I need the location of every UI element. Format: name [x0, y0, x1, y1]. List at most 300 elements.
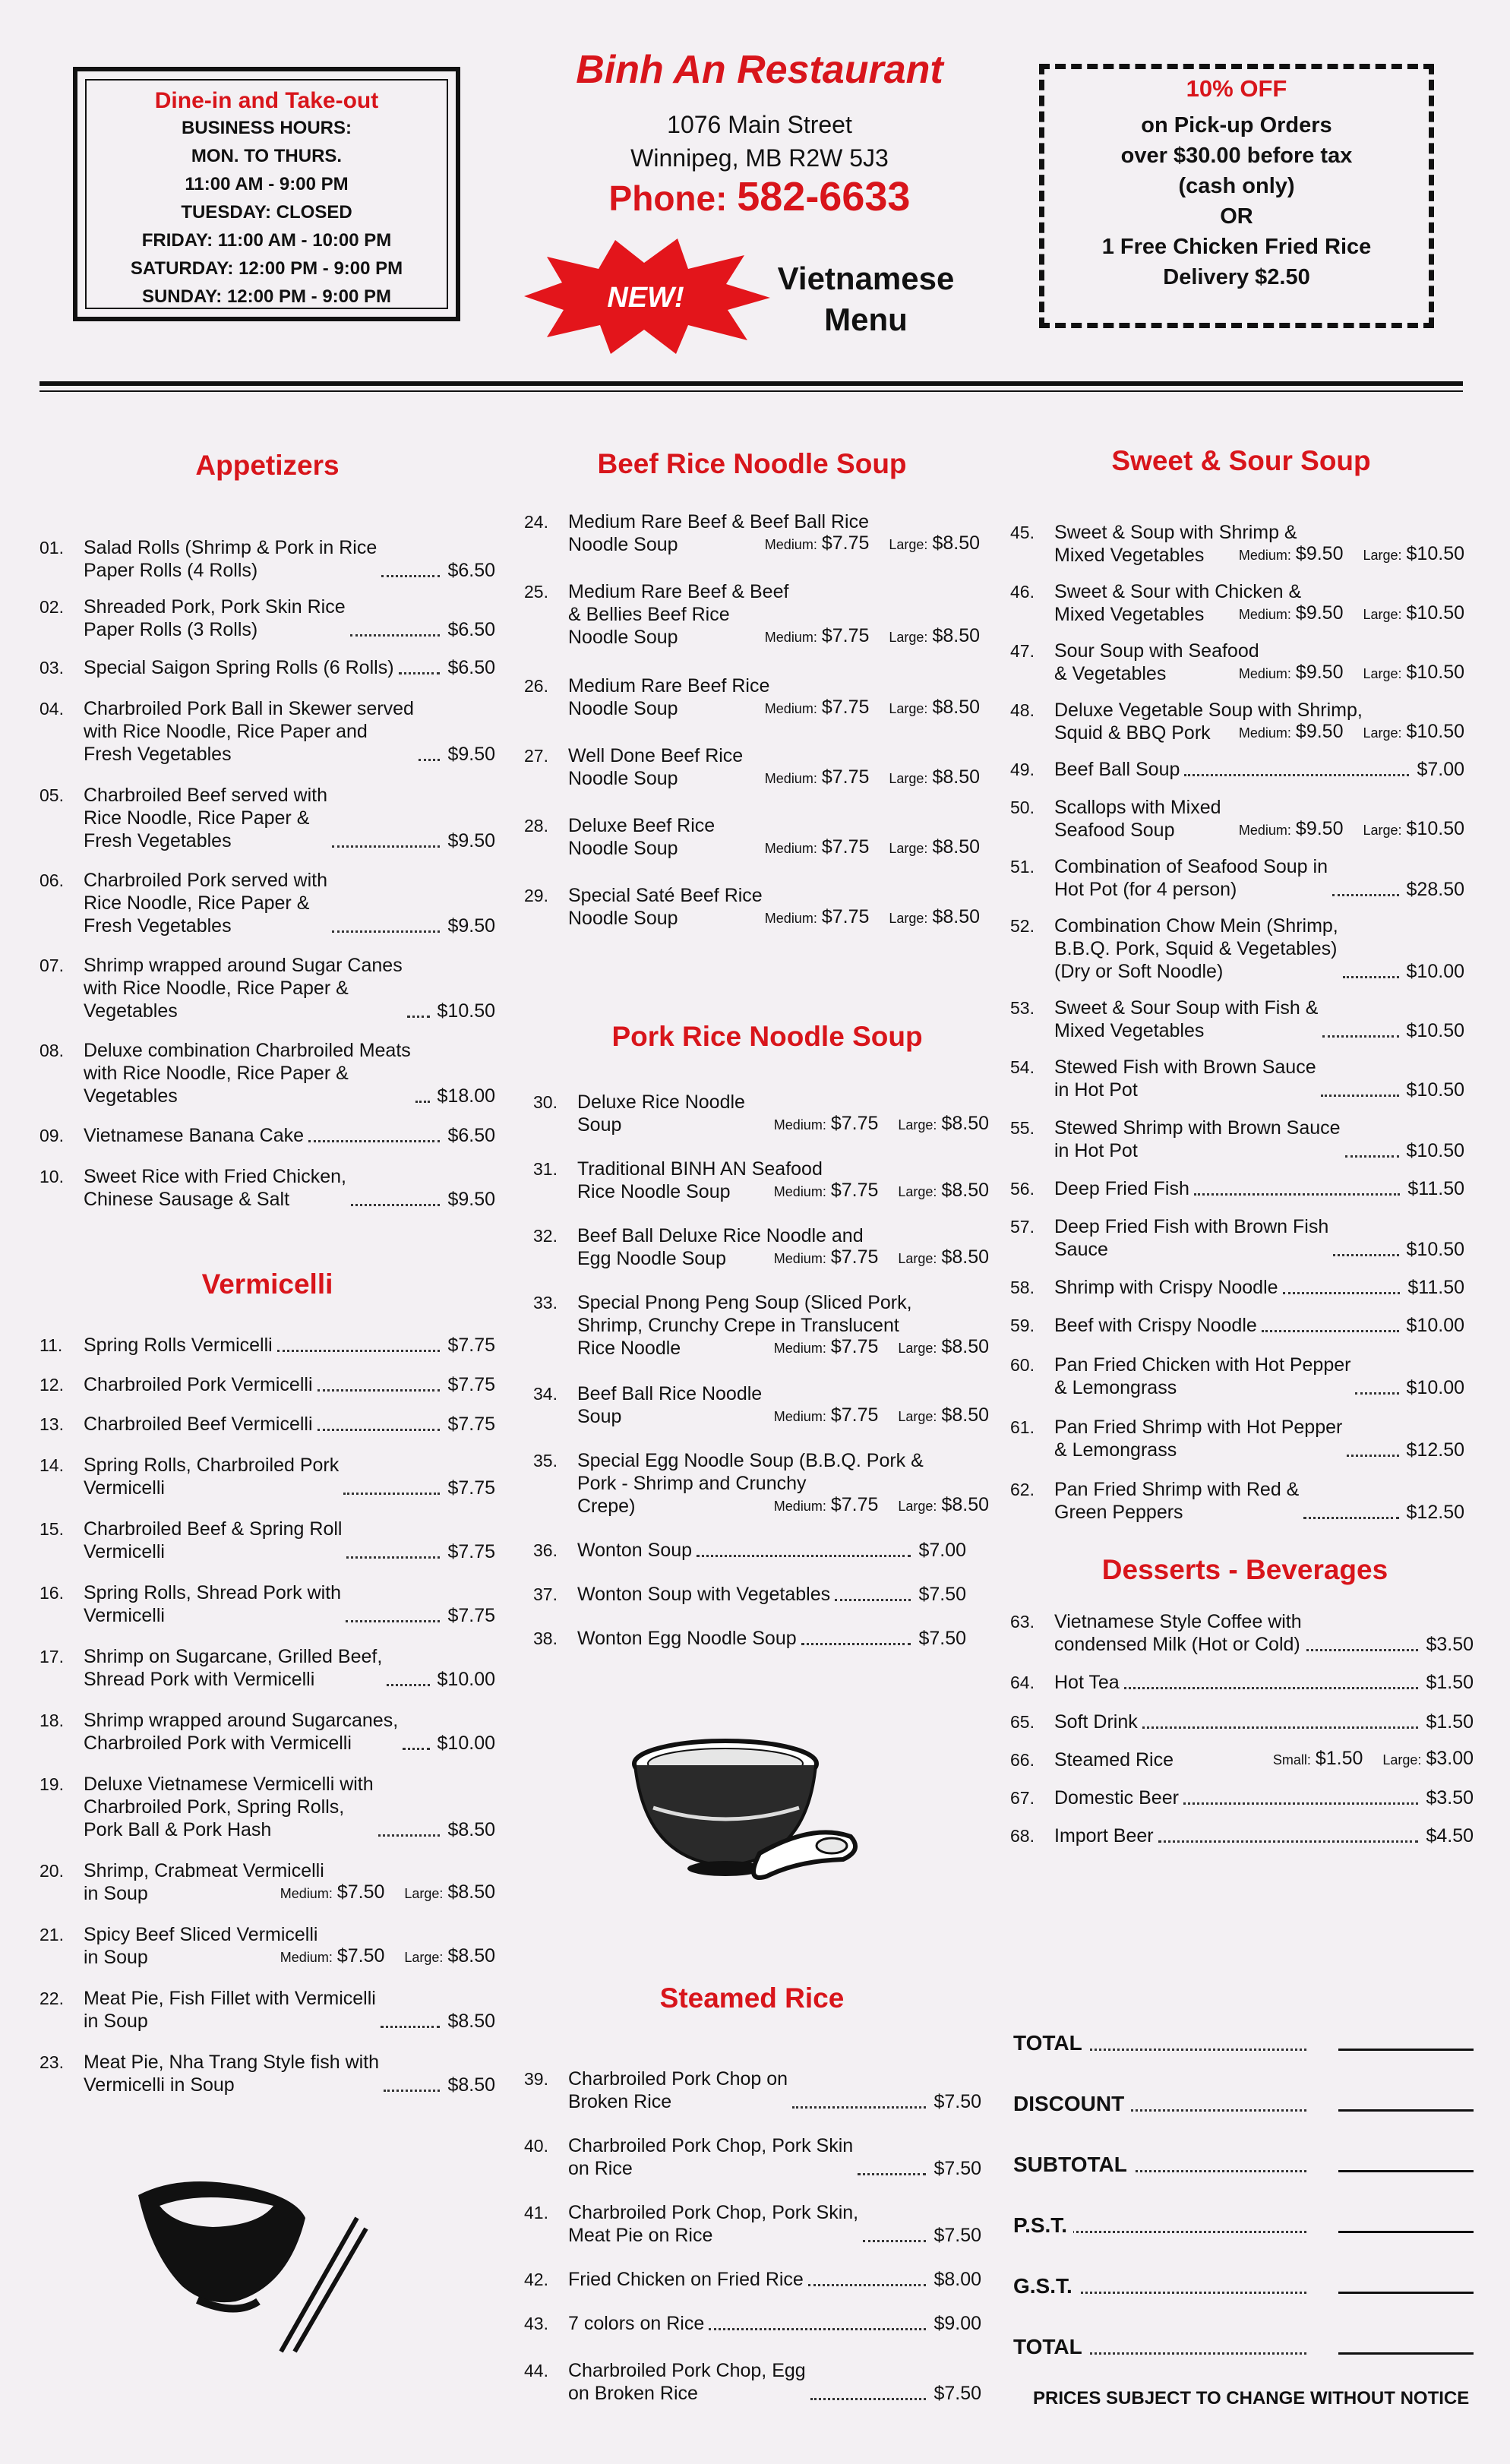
menu-item-23: [39, 2051, 495, 2096]
item-description: [1054, 1276, 1278, 1299]
discount-label: DISCOUNT: [1013, 2092, 1130, 2116]
item-description: [1054, 640, 1259, 685]
item-description-line: Noodle Soup: [568, 908, 678, 929]
item-description-line: Charbroiled Pork Vermicelli: [84, 1374, 313, 1395]
size-large-label: Large:: [898, 1499, 937, 1514]
header-rule-thin: [39, 390, 1463, 392]
item-price: $7.50: [933, 2091, 981, 2112]
menu-item-03: [39, 656, 495, 679]
item-number: 09.: [39, 1126, 64, 1145]
item-price: $8.50: [447, 2011, 495, 2032]
dotted-leader: [1321, 1095, 1399, 1097]
item-number: 66.: [1010, 1750, 1035, 1770]
item-description: [568, 2359, 806, 2405]
dotted-leader: [1303, 1517, 1399, 1519]
item-number: 54.: [1010, 1057, 1035, 1077]
item-description-line: Fresh Vegetables: [84, 744, 232, 765]
item-price: $10.00: [437, 1733, 495, 1754]
section-title-appetizers: Appetizers: [195, 450, 340, 481]
item-price: [765, 624, 980, 649]
menu-item-59: [1010, 1314, 1464, 1337]
item-description-line: (Dry or Soft Noodle): [1054, 961, 1224, 982]
item-description-line: Paper Rolls (3 Rolls): [84, 619, 258, 640]
item-number: 24.: [524, 512, 548, 532]
item-number: 21.: [39, 1925, 64, 1944]
item-description-line: Special Saigon Spring Rolls (6 Rolls): [84, 657, 394, 678]
item-description-line: Rice Noodle: [577, 1338, 681, 1359]
dotted-leader: [403, 1748, 430, 1750]
hours-box: [73, 67, 460, 321]
dotted-leader: [1355, 1392, 1399, 1395]
item-price: $7.50: [918, 1584, 966, 1605]
menu-item-19: [39, 1773, 495, 1841]
totals-row: [1013, 2028, 1474, 2058]
price-large: $10.50: [1406, 818, 1464, 839]
menu-item-08: [39, 1039, 495, 1107]
dotted-leader: [351, 1204, 440, 1206]
item-description-line: Medium Rare Beef & Beef: [568, 581, 789, 602]
item-price: $6.50: [447, 619, 495, 640]
item-description: [568, 2312, 704, 2335]
menu-item-04: [39, 697, 495, 766]
grand-total-entry-line[interactable]: [1338, 2352, 1474, 2355]
item-price: $9.00: [933, 2313, 981, 2334]
item-price: $7.75: [447, 1541, 495, 1562]
item-description: [84, 536, 377, 582]
item-number: 43.: [524, 2314, 548, 2333]
item-description: [1054, 1671, 1120, 1694]
price-large: $8.50: [941, 1180, 989, 1201]
item-description-line: Vegetables: [84, 1000, 178, 1022]
item-price: $10.50: [437, 1000, 495, 1022]
price-large: $8.50: [932, 697, 980, 718]
item-number: 31.: [533, 1159, 558, 1179]
item-description: [1054, 1416, 1342, 1461]
item-description: [1054, 796, 1221, 842]
item-price: $7.75: [447, 1335, 495, 1356]
dotted-leader: [384, 2090, 440, 2092]
size-large-label: Large:: [1363, 548, 1402, 563]
item-description-line: Crepe): [577, 1496, 636, 1517]
item-price: [1239, 817, 1464, 842]
item-price: $8.00: [933, 2269, 981, 2290]
item-price: $10.50: [1406, 1079, 1464, 1101]
item-number: 64.: [1010, 1673, 1035, 1692]
size-medium-label: Medium:: [1238, 823, 1291, 838]
subtotal-label: SUBTOTAL: [1013, 2153, 1133, 2177]
item-number: 13.: [39, 1414, 64, 1434]
restaurant-phone: [524, 173, 995, 220]
size-medium-label: Medium:: [764, 771, 817, 786]
menu-item-15: [39, 1518, 495, 1563]
price-notice: PRICES SUBJECT TO CHANGE WITHOUT NOTICE: [1033, 2388, 1470, 2409]
item-price: $10.00: [1406, 961, 1464, 982]
menu-item-27: [524, 744, 980, 790]
price-first-size: $7.75: [821, 766, 870, 788]
item-number: 12.: [39, 1375, 64, 1395]
size-medium-label: Medium:: [764, 911, 817, 926]
item-description-line: Fresh Vegetables: [84, 830, 232, 851]
item-description-line: 7 colors on Rice: [568, 2313, 705, 2334]
item-description-line: Meat Pie, Nha Trang Style fish with: [84, 2052, 380, 2073]
item-price: [774, 1179, 989, 1203]
item-description-line: & Bellies Beef Rice: [568, 604, 730, 625]
item-price: [765, 836, 980, 860]
item-number: 11.: [39, 1335, 63, 1355]
dotted-leader: [1283, 1292, 1400, 1294]
item-price: [765, 766, 980, 790]
menu-item-60: [1010, 1354, 1464, 1399]
item-number: 42.: [524, 2270, 548, 2289]
gst-label: G.S.T.: [1013, 2274, 1079, 2298]
item-price: $8.50: [447, 2074, 495, 2096]
dotted-leader: [381, 575, 440, 577]
promo-line: OR: [1220, 204, 1253, 229]
item-price: [280, 1944, 495, 1969]
hours-inner-border: [85, 79, 448, 309]
item-description-line: Vermicelli: [84, 1605, 165, 1626]
item-description: [84, 595, 346, 641]
size-medium-label: Medium:: [1238, 548, 1291, 563]
item-price: $7.50: [918, 1628, 966, 1649]
menu-item-11: [39, 1334, 495, 1357]
item-number: 49.: [1010, 760, 1035, 779]
item-description-line: B.B.Q. Pork, Squid & Vegetables): [1054, 938, 1338, 959]
menu-item-18: [39, 1709, 495, 1755]
menu-item-10: [39, 1165, 495, 1211]
menu-item-55: [1010, 1117, 1464, 1162]
size-medium-label: Medium:: [773, 1499, 826, 1514]
dotted-leader: [419, 759, 440, 761]
item-price: $11.50: [1407, 1277, 1464, 1298]
item-description-line: Charbroiled Beef & Spring Roll: [84, 1518, 343, 1540]
pst-entry-line[interactable]: [1338, 2231, 1474, 2233]
item-description: [1054, 1748, 1174, 1771]
menu-item-21: [39, 1923, 495, 1969]
dotted-leader: [415, 1101, 430, 1103]
size-small-label: Small:: [1272, 1752, 1311, 1767]
item-number: 53.: [1010, 998, 1035, 1018]
item-description-line: Vietnamese Style Coffee with: [1054, 1611, 1302, 1632]
size-large-label: Large:: [889, 701, 928, 716]
gst-row: [1013, 2271, 1474, 2301]
item-price: $7.75: [447, 1414, 495, 1435]
new-starburst-icon: [516, 235, 775, 357]
item-number: 62.: [1010, 1480, 1035, 1499]
menu-item-30: [533, 1091, 989, 1136]
item-description-line: Noodle Soup: [568, 768, 678, 789]
item-description-line: Shread Pork with Vermicelli: [84, 1669, 315, 1690]
item-description: [1054, 1610, 1302, 1656]
item-price: $6.50: [447, 560, 495, 581]
item-description-line: Egg Noodle Soup: [577, 1248, 726, 1269]
item-number: 10.: [39, 1167, 64, 1186]
item-description-line: Sour Soup with Seafood: [1054, 640, 1259, 662]
menu-item-37: [533, 1583, 966, 1606]
item-description-line: Deluxe Vietnamese Vermicelli with: [84, 1774, 374, 1795]
promo-line: (cash only): [1178, 174, 1295, 198]
item-description-line: & Vegetables: [1054, 663, 1167, 684]
item-price: $1.50: [1426, 1711, 1474, 1733]
item-description-line: Traditional BINH AN Seafood: [577, 1158, 823, 1180]
item-description-line: Charbroiled Beef Vermicelli: [84, 1414, 313, 1435]
item-description-line: Fried Chicken on Fried Rice: [568, 2269, 804, 2290]
item-number: 16.: [39, 1583, 64, 1603]
item-description: [84, 1373, 313, 1396]
menu-item-07: [39, 954, 495, 1022]
item-number: 27.: [524, 746, 548, 766]
menu-item-34: [533, 1382, 989, 1428]
item-description-line: Fresh Vegetables: [84, 915, 232, 937]
item-number: 32.: [533, 1226, 558, 1246]
hours-line: TUESDAY: CLOSED: [181, 202, 352, 223]
item-description-line: Spicy Beef Sliced Vermicelli: [84, 1924, 318, 1945]
price-large: $10.50: [1406, 662, 1464, 683]
item-description-line: Shrimp, Crunchy Crepe in Translucent: [577, 1315, 899, 1336]
item-description: [84, 1518, 342, 1563]
section-title-beef-noodle: Beef Rice Noodle Soup: [597, 448, 907, 479]
item-description-line: in Hot Pot: [1054, 1079, 1138, 1101]
item-description-line: Mixed Vegetables: [1054, 604, 1205, 625]
size-medium-label: Medium:: [764, 841, 817, 856]
size-large-label: Large:: [898, 1341, 937, 1356]
menu-title: [760, 258, 972, 340]
size-large-label: Large:: [889, 911, 928, 926]
item-description-line: Rice Noodle, Rice Paper &: [84, 892, 310, 914]
item-number: 18.: [39, 1711, 64, 1730]
size-large-label: Large:: [1363, 666, 1402, 681]
menu-item-36: [533, 1539, 966, 1562]
item-number: 01.: [39, 538, 64, 558]
item-description-line: Noodle Soup: [568, 838, 678, 859]
size-large-label: Large:: [889, 630, 928, 645]
new-badge-text: NEW!: [607, 282, 684, 314]
item-description-line: Charbroiled Pork Chop, Pork Skin,: [568, 2202, 859, 2223]
dotted-leader: [863, 2240, 926, 2242]
item-description-line: Charbroiled Pork Chop, Pork Skin: [568, 2135, 854, 2156]
item-description-line: Shrimp with Crispy Noodle: [1054, 1277, 1278, 1298]
item-number: 59.: [1010, 1316, 1035, 1335]
dotted-leader: [835, 1599, 911, 1601]
dotted-leader: [317, 1389, 440, 1392]
item-description-line: on Rice: [568, 2158, 633, 2179]
item-description-line: Chinese Sausage & Salt: [84, 1189, 290, 1210]
item-description: [568, 884, 763, 930]
dotted-leader: [810, 2398, 926, 2400]
dotted-leader: [1184, 774, 1409, 776]
restaurant-address: [524, 108, 995, 175]
item-price: [1273, 1747, 1474, 1771]
menu-item-02: [39, 595, 495, 641]
dotted-leader: [697, 1555, 911, 1557]
item-price: $9.50: [447, 915, 495, 937]
section-title-steamed-rice: Steamed Rice: [659, 1982, 845, 2014]
dotted-leader: [1158, 1840, 1418, 1843]
menu-item-29: [524, 884, 980, 930]
size-large-label: Large:: [889, 771, 928, 786]
size-large-label: Large:: [1363, 607, 1402, 622]
dotted-leader: [399, 672, 440, 674]
item-description-line: Squid & BBQ Pork: [1054, 722, 1211, 744]
menu-title-line-1: Vietnamese: [777, 261, 955, 296]
address-line-2: Winnipeg, MB R2W 5J3: [630, 144, 889, 172]
size-large-label: Large:: [1382, 1752, 1422, 1767]
item-description-line: on Broken Rice: [568, 2383, 698, 2404]
menu-item-01: [39, 536, 495, 582]
item-description-line: Pan Fried Shrimp with Red &: [1054, 1479, 1300, 1500]
item-number: 03.: [39, 658, 64, 678]
item-number: 57.: [1010, 1217, 1035, 1237]
item-number: 04.: [39, 699, 64, 719]
item-description: [84, 1413, 313, 1436]
menu-item-63: [1010, 1610, 1474, 1656]
item-description-line: Import Beer: [1054, 1825, 1154, 1846]
price-first-size: $7.75: [821, 836, 870, 858]
item-price: $7.75: [447, 1477, 495, 1499]
item-number: 06.: [39, 870, 64, 890]
item-price: [774, 1246, 989, 1270]
item-description-line: with Rice Noodle, Rice Paper and: [84, 721, 368, 742]
item-description: [84, 1987, 376, 2033]
price-first-size: $9.50: [1295, 818, 1344, 839]
item-number: 40.: [524, 2136, 548, 2156]
item-description-line: Charbroiled Pork Chop on: [568, 2068, 788, 2090]
item-description: [84, 656, 394, 679]
item-description-line: Salad Rolls (Shrimp & Pork in Rice: [84, 537, 378, 558]
item-description-line: Green Peppers: [1054, 1502, 1183, 1523]
gst-entry-line[interactable]: [1338, 2292, 1474, 2294]
item-description-line: Special Egg Noodle Soup (B.B.Q. Pork &: [577, 1450, 924, 1471]
dotted-leader: [1142, 1726, 1418, 1729]
item-number: 45.: [1010, 523, 1035, 542]
item-description-line: Sweet & Sour with Chicken &: [1054, 581, 1302, 602]
item-description-line: Meat Pie on Rice: [568, 2225, 713, 2246]
item-number: 19.: [39, 1774, 64, 1794]
menu-item-41: [524, 2201, 981, 2247]
promo-title: 10% OFF: [1186, 75, 1287, 102]
menu-item-13: [39, 1413, 495, 1436]
item-description-line: Shrimp wrapped around Sugar Canes: [84, 955, 403, 976]
discount-entry-line[interactable]: [1338, 2109, 1474, 2112]
item-description-line: Wonton Soup: [577, 1540, 693, 1561]
item-description-line: Stewed Fish with Brown Sauce: [1054, 1057, 1316, 1078]
item-price: $9.50: [447, 830, 495, 851]
item-price: $6.50: [447, 1125, 495, 1146]
item-description-line: Vermicelli in Soup: [84, 2074, 235, 2096]
item-description: [84, 1165, 346, 1211]
item-description: [577, 1627, 797, 1650]
item-description-line: Medium Rare Beef & Beef Ball Rice: [568, 511, 870, 532]
item-description-line: Beef with Crispy Noodle: [1054, 1315, 1257, 1336]
hours-line: BUSINESS HOURS:: [181, 118, 352, 138]
item-number: 41.: [524, 2203, 548, 2222]
price-first-size: $7.75: [830, 1246, 879, 1268]
promo-box: [1039, 64, 1434, 328]
price-large: $8.50: [941, 1113, 989, 1134]
item-description: [568, 2134, 853, 2180]
price-large: $8.50: [447, 1881, 495, 1903]
menu-item-14: [39, 1454, 495, 1499]
item-number: 26.: [524, 676, 548, 696]
size-medium-label: Medium:: [773, 1341, 826, 1356]
item-price: $3.50: [1426, 1787, 1474, 1809]
item-description-line: Stewed Shrimp with Brown Sauce: [1054, 1117, 1341, 1139]
item-number: 50.: [1010, 798, 1035, 817]
dotted-leader: [378, 1834, 440, 1837]
menu-item-12: [39, 1373, 495, 1396]
item-description: [1054, 1314, 1257, 1337]
dotted-leader: [1333, 1254, 1399, 1256]
item-price: $10.50: [1406, 1020, 1464, 1041]
item-description-line: Wonton Soup with Vegetables: [577, 1584, 831, 1605]
subtotal-entry-line[interactable]: [1338, 2170, 1474, 2172]
price-large: $8.50: [447, 1945, 495, 1966]
item-price: $4.50: [1426, 1825, 1474, 1846]
item-price: $7.50: [933, 2158, 981, 2179]
item-description-line: Broken Rice: [568, 2091, 672, 2112]
item-description-line: Shrimp wrapped around Sugarcanes,: [84, 1710, 399, 1731]
item-number: 37.: [533, 1584, 558, 1604]
menu-item-65: [1010, 1711, 1474, 1733]
item-description-line: Pork Ball & Pork Hash: [84, 1819, 272, 1840]
total-entry-line[interactable]: [1338, 2049, 1474, 2051]
item-price: $3.50: [1426, 1634, 1474, 1655]
price-large: $10.50: [1406, 602, 1464, 624]
item-price: $1.50: [1426, 1672, 1474, 1693]
item-price: $10.00: [437, 1669, 495, 1690]
item-description-line: Mixed Vegetables: [1054, 1020, 1205, 1041]
price-large: $10.50: [1406, 721, 1464, 742]
dotted-leader: [1262, 1330, 1399, 1332]
price-large: $8.50: [941, 1494, 989, 1515]
item-description-line: Deluxe Vegetable Soup with Shrimp,: [1054, 700, 1363, 721]
soup-bowl-icon: [630, 1732, 873, 1891]
item-number: 02.: [39, 597, 64, 617]
size-large-label: Large:: [889, 841, 928, 856]
size-medium-label: Medium:: [280, 1950, 333, 1965]
item-description: [84, 2051, 379, 2096]
menu-item-33: [533, 1291, 989, 1360]
phone-number: 582-6633: [737, 174, 911, 220]
item-description-line: Deluxe Beef Rice: [568, 815, 716, 836]
section-title-sweet-sour: Sweet & Sour Soup: [1111, 445, 1371, 476]
menu-item-25: [524, 580, 980, 649]
item-description-line: Medium Rare Beef Rice: [568, 675, 770, 697]
menu-item-09: [39, 1124, 495, 1147]
size-large-label: Large:: [898, 1184, 937, 1199]
item-description: [568, 580, 788, 649]
dotted-leader: [277, 1350, 440, 1352]
item-price: [774, 1493, 989, 1518]
size-large-label: Large:: [1363, 725, 1402, 741]
item-description-line: Charbroiled Pork, Spring Rolls,: [84, 1796, 345, 1818]
size-large-label: Large:: [404, 1950, 444, 1965]
price-large: $3.00: [1426, 1748, 1474, 1769]
item-description-line: Wonton Egg Noodle Soup: [577, 1628, 797, 1649]
price-first-size: $7.75: [821, 625, 870, 646]
promo-line: on Pick-up Orders: [1141, 113, 1332, 137]
menu-item-48: [1010, 699, 1464, 744]
item-number: 20.: [39, 1861, 64, 1881]
item-description: [84, 1454, 339, 1499]
dotted-leader: [308, 1140, 440, 1142]
item-price: $28.50: [1406, 879, 1464, 900]
dotted-leader: [346, 1556, 440, 1559]
item-description-line: Combination of Seafood Soup in: [1054, 856, 1328, 877]
item-description-line: Noodle Soup: [568, 627, 678, 648]
item-description-line: Spring Rolls Vermicelli: [84, 1335, 273, 1356]
menu-item-62: [1010, 1478, 1464, 1524]
